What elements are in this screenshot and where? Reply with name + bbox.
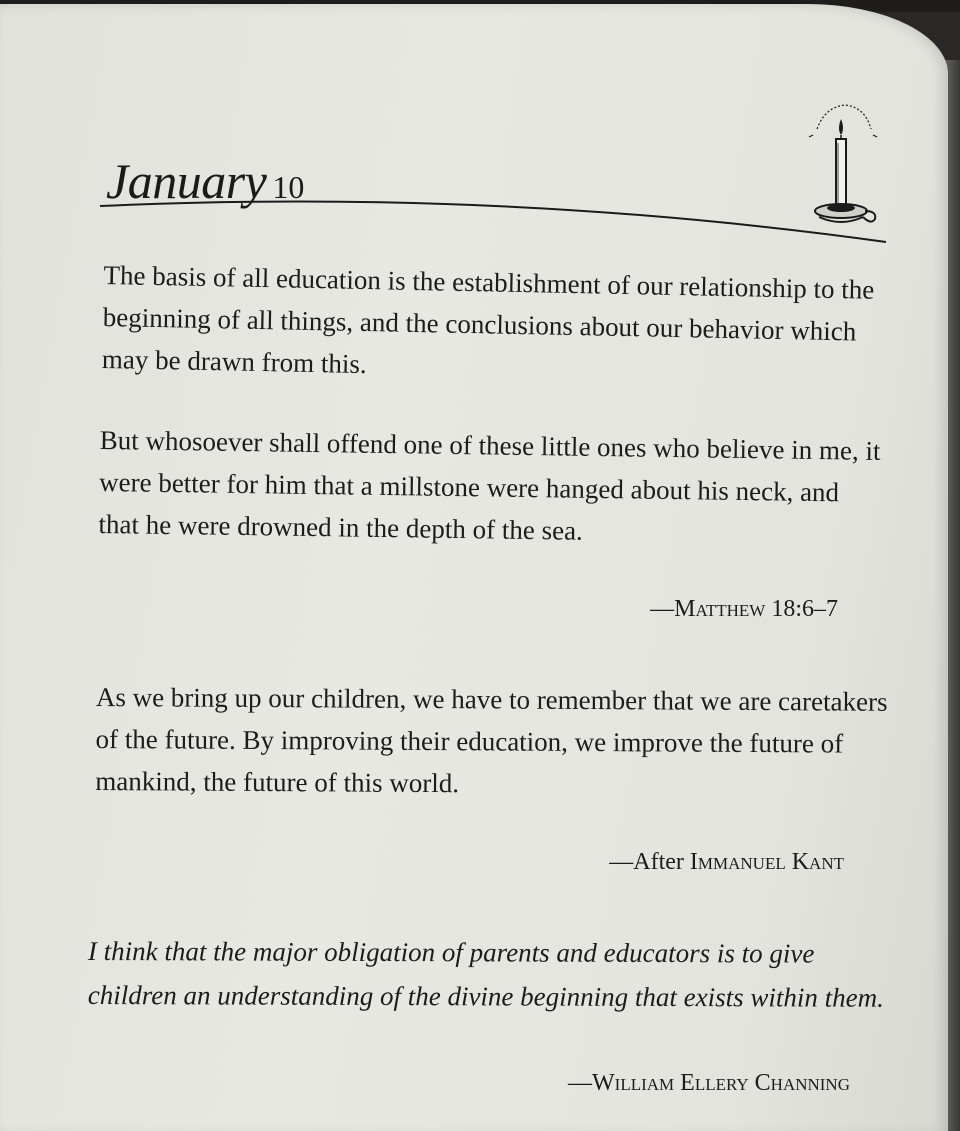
attribution-3 [568,1070,850,1097]
attribution-3-name: William Ellery Channing [592,1070,850,1096]
heading-day: 10 [272,169,305,205]
attribution-2-prefix: —After [609,849,690,875]
attribution-1-name: Matthew [674,596,766,622]
attribution-1-prefix: — [650,596,675,622]
candle-icon [805,99,880,234]
attribution-3-prefix: — [568,1070,593,1096]
attribution-1-suffix: 18:6–7 [765,596,838,622]
attribution-2 [609,849,844,876]
attribution-1 [650,596,838,623]
book-page [0,4,948,1131]
passage-4: I think that the major obligation of parents and educators is to give children an understanding of the divine beginning that exists within them. [87,935,884,1013]
heading-rule [98,192,888,252]
passage-1: The basis of all education is the establishment of our relationship to the beginning of all things, and the conclusions about our behavior which may be drawn from this. [101,259,875,380]
passage-2: But whosoever shall offend one of these little ones who believe in me, it were better for him that a millstone were hanged about his neck, and that he were drowned in the depth of the sea. [98,424,881,546]
attribution-2-name: Immanuel Kant [689,849,844,875]
passage-3: As we bring up our children, we have to remember that we are caretakers of the future. By improving their education, we improve the future of mankind, the future of this world. [95,681,888,799]
heading-month: January [106,153,267,209]
